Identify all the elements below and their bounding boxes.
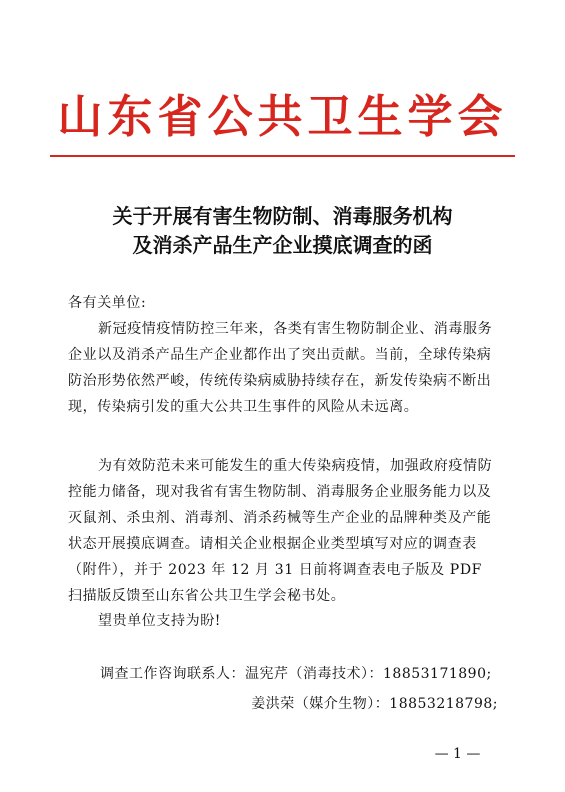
contact-line-1: 调查工作咨询联系人：温宪芹（消毒技术）：18853171890; [100,666,492,682]
body-paragraph-2: 为有效防范未来可能发生的重大传染病疫情，加强政府疫情防控能力储备，现对我省有害生物防制、消毒服务企业服务能力以及灭鼠剂、杀虫剂、消毒剂、消杀药械等生产企业的品牌种类及产能状态开展摸底调查。请相关企业根据企业类型填写对应的调查表（附件），并于 2023 年 12 月 31 日前将调查表电子版及 PDF 扫描版反馈至山东省公共卫生学会秘书处。 [68,458,493,604]
salutation: 各有关单位: [68,295,147,311]
document-title-line-2: 及消杀产品生产企业摸底调查的函 [132,233,433,257]
contact-line-2: 姜洪荣（媒介生物）：18853218798; [251,696,498,712]
document-title-line-1: 关于开展有害生物防制、消毒服务机构 [112,204,453,228]
page-number: — 1 — [434,746,481,762]
body-paragraph-1: 新冠疫情疫情防控三年来，各类有害生物防制企业、消毒服务企业以及消杀产品生产企业都作出了突出贡献。当前，全球传染病防治形势依然严峻，传统传染病威胁持续存在，新发传染病不断出现，传染病引发的重大公共卫生事件的风险从未远离。 [68,321,493,415]
header-divider [50,155,515,157]
organization-masthead: 山东省公共卫生学会 [57,90,508,143]
body-paragraph-3: 望贵单位支持为盼! [98,613,222,629]
